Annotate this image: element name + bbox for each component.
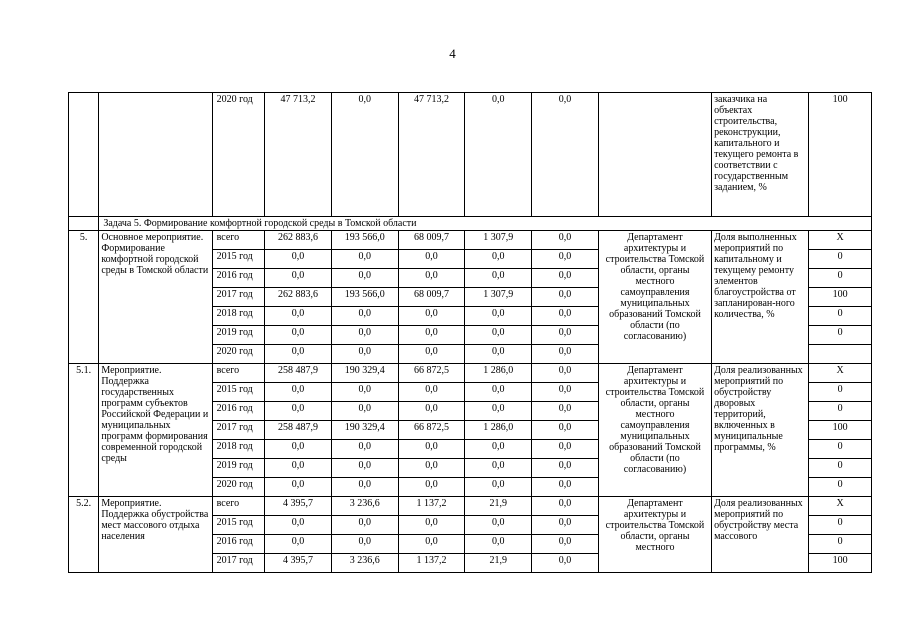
value-cell: 68 009,7 (398, 231, 465, 250)
target-cell: X (809, 231, 872, 250)
value-cell: 258 487,9 (265, 364, 332, 383)
value-cell: 0,0 (398, 307, 465, 326)
value-cell: 1 307,9 (465, 231, 532, 250)
indicator-cell: Доля реализованных мероприятий по обустройству дворовых территорий, включенных в муниципальные программы, % (712, 364, 809, 497)
value-cell: 0,0 (331, 93, 398, 217)
target-cell: 0 (809, 326, 872, 345)
value-cell: 0,0 (265, 269, 332, 288)
value-cell: 0,0 (398, 478, 465, 497)
value-cell: 0,0 (265, 307, 332, 326)
value-cell: 68 009,7 (398, 288, 465, 307)
year-cell: 2016 год (212, 535, 265, 554)
executor-cell: Департамент архитектуры и строительства Томской области, органы местного самоуправления муниципальных образований Томской области (по согласованию) (598, 364, 711, 497)
value-cell: 0,0 (331, 535, 398, 554)
value-cell: 0,0 (465, 250, 532, 269)
value-cell: 0,0 (331, 402, 398, 421)
value-cell: 1 286,0 (465, 364, 532, 383)
page-number: 4 (449, 46, 456, 61)
value-cell: 0,0 (532, 345, 599, 364)
value-cell: 190 329,4 (331, 421, 398, 440)
year-cell: всего (212, 231, 265, 250)
target-cell: 100 (809, 421, 872, 440)
indicator-cell: заказчика на объектах строительства, реконструкции, капитального и текущего ремонта в соответствии с государственным заданием, % (712, 93, 809, 217)
year-cell: всего (212, 497, 265, 516)
value-cell: 0,0 (331, 269, 398, 288)
value-cell: 0,0 (465, 516, 532, 535)
row-number: 5.1. (69, 364, 99, 497)
value-cell: 0,0 (331, 307, 398, 326)
value-cell: 193 566,0 (331, 231, 398, 250)
value-cell: 0,0 (532, 250, 599, 269)
table-row (69, 231, 872, 250)
value-cell: 0,0 (465, 440, 532, 459)
value-cell: 0,0 (465, 459, 532, 478)
target-cell: X (809, 497, 872, 516)
value-cell: 0,0 (532, 421, 599, 440)
table-row (69, 364, 872, 383)
value-cell: 0,0 (331, 345, 398, 364)
event-name: Основное мероприятие. Формирование комфортной городской среды в Томской области (99, 231, 212, 364)
value-cell: 0,0 (398, 269, 465, 288)
value-cell: 1 286,0 (465, 421, 532, 440)
table-row (69, 93, 872, 217)
value-cell: 0,0 (465, 326, 532, 345)
year-cell: 2017 год (212, 421, 265, 440)
value-cell: 262 883,6 (265, 288, 332, 307)
task-header: Задача 5. Формирование комфортной городской среды в Томской области (99, 217, 872, 231)
target-cell: 0 (809, 269, 872, 288)
value-cell: 66 872,5 (398, 364, 465, 383)
value-cell: 0,0 (331, 326, 398, 345)
target-cell (809, 345, 872, 364)
value-cell: 0,0 (398, 383, 465, 402)
value-cell: 190 329,4 (331, 364, 398, 383)
value-cell: 0,0 (265, 326, 332, 345)
value-cell: 0,0 (532, 554, 599, 573)
value-cell: 21,9 (465, 497, 532, 516)
year-cell: всего (212, 364, 265, 383)
value-cell: 0,0 (265, 516, 332, 535)
value-cell: 0,0 (331, 440, 398, 459)
value-cell: 0,0 (398, 345, 465, 364)
year-cell: 2016 год (212, 402, 265, 421)
value-cell: 0,0 (532, 288, 599, 307)
target-cell: 0 (809, 250, 872, 269)
year-cell: 2015 год (212, 250, 265, 269)
value-cell: 0,0 (532, 497, 599, 516)
value-cell: 0,0 (532, 535, 599, 554)
value-cell: 0,0 (465, 307, 532, 326)
value-cell: 0,0 (331, 478, 398, 497)
program-table (68, 92, 872, 573)
value-cell: 0,0 (465, 402, 532, 421)
value-cell: 0,0 (465, 93, 532, 217)
target-cell: 100 (809, 288, 872, 307)
target-cell: 0 (809, 535, 872, 554)
value-cell: 0,0 (265, 535, 332, 554)
target-cell: 0 (809, 307, 872, 326)
value-cell: 0,0 (532, 383, 599, 402)
value-cell: 0,0 (265, 440, 332, 459)
target-cell: 0 (809, 516, 872, 535)
year-cell: 2020 год (212, 93, 265, 217)
table-row (69, 497, 872, 516)
value-cell: 0,0 (532, 364, 599, 383)
year-cell: 2018 год (212, 307, 265, 326)
value-cell: 1 307,9 (465, 288, 532, 307)
value-cell: 0,0 (331, 516, 398, 535)
value-cell: 0,0 (532, 93, 599, 217)
value-cell: 0,0 (398, 535, 465, 554)
year-cell: 2020 год (212, 345, 265, 364)
value-cell: 0,0 (465, 269, 532, 288)
target-cell: 100 (809, 93, 872, 217)
value-cell: 3 236,6 (331, 554, 398, 573)
value-cell: 0,0 (265, 250, 332, 269)
value-cell: 0,0 (532, 326, 599, 345)
year-cell: 2019 год (212, 326, 265, 345)
year-cell: 2017 год (212, 554, 265, 573)
target-cell: 0 (809, 383, 872, 402)
indicator-cell: Доля выполненных мероприятий по капитальному и текущему ремонту элементов благоустройства от запланирован-ного количества, % (712, 231, 809, 364)
value-cell: 0,0 (331, 250, 398, 269)
value-cell: 0,0 (398, 326, 465, 345)
value-cell: 0,0 (532, 307, 599, 326)
value-cell: 0,0 (398, 250, 465, 269)
value-cell: 262 883,6 (265, 231, 332, 250)
value-cell: 3 236,6 (331, 497, 398, 516)
value-cell: 0,0 (532, 231, 599, 250)
value-cell: 0,0 (398, 440, 465, 459)
executor-cell: Департамент архитектуры и строительства Томской области, органы местного (598, 497, 711, 573)
value-cell: 0,0 (532, 440, 599, 459)
value-cell: 0,0 (532, 269, 599, 288)
value-cell: 0,0 (465, 383, 532, 402)
target-cell: 0 (809, 459, 872, 478)
value-cell: 0,0 (532, 402, 599, 421)
value-cell: 0,0 (331, 383, 398, 402)
row-number: 5. (69, 231, 99, 364)
value-cell: 0,0 (532, 516, 599, 535)
value-cell: 0,0 (265, 478, 332, 497)
value-cell: 0,0 (532, 459, 599, 478)
value-cell: 0,0 (465, 535, 532, 554)
value-cell: 4 395,7 (265, 497, 332, 516)
value-cell: 1 137,2 (398, 554, 465, 573)
value-cell: 0,0 (265, 345, 332, 364)
value-cell: 0,0 (465, 478, 532, 497)
target-cell: 0 (809, 402, 872, 421)
year-cell: 2015 год (212, 383, 265, 402)
value-cell: 0,0 (398, 459, 465, 478)
target-cell: X (809, 364, 872, 383)
value-cell: 258 487,9 (265, 421, 332, 440)
task-header-row (69, 217, 872, 231)
executor-cell: Департамент архитектуры и строительства Томской области, органы местного самоуправления муниципальных образований Томской области (по согласованию) (598, 231, 711, 364)
value-cell: 66 872,5 (398, 421, 465, 440)
year-cell: 2018 год (212, 440, 265, 459)
year-cell: 2017 год (212, 288, 265, 307)
value-cell: 0,0 (398, 402, 465, 421)
target-cell: 0 (809, 478, 872, 497)
value-cell: 0,0 (398, 516, 465, 535)
value-cell: 0,0 (265, 459, 332, 478)
row-number: 5.2. (69, 497, 99, 573)
target-cell: 0 (809, 440, 872, 459)
year-cell: 2019 год (212, 459, 265, 478)
value-cell: 0,0 (331, 459, 398, 478)
year-cell: 2020 год (212, 478, 265, 497)
indicator-cell: Доля реализованных мероприятий по обустройству места массового (712, 497, 809, 573)
value-cell: 0,0 (265, 383, 332, 402)
value-cell: 1 137,2 (398, 497, 465, 516)
year-cell: 2016 год (212, 269, 265, 288)
value-cell: 193 566,0 (331, 288, 398, 307)
value-cell: 0,0 (265, 402, 332, 421)
event-name: Мероприятие. Поддержка обустройства мест массового отдыха населения (99, 497, 212, 573)
value-cell: 47 713,2 (398, 93, 465, 217)
value-cell: 4 395,7 (265, 554, 332, 573)
value-cell: 21,9 (465, 554, 532, 573)
value-cell: 0,0 (465, 345, 532, 364)
year-cell: 2015 год (212, 516, 265, 535)
value-cell: 47 713,2 (265, 93, 332, 217)
value-cell: 0,0 (532, 478, 599, 497)
target-cell: 100 (809, 554, 872, 573)
event-name: Мероприятие. Поддержка государственных программ субъектов Российской Федерации и муниципальных программ формирования современной городской среды (99, 364, 212, 497)
